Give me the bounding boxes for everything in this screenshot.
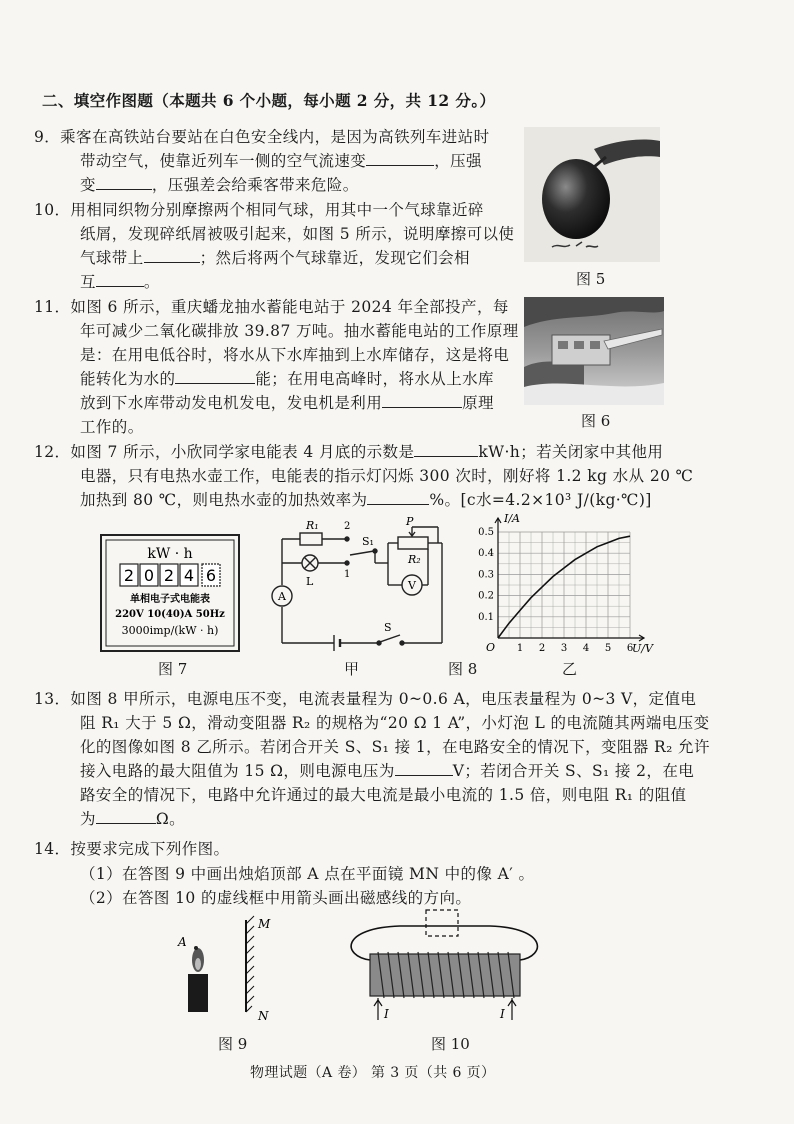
x-tick-label: 5: [604, 643, 612, 654]
meter-rating-label: 220V 10(40)A 50Hz: [115, 609, 225, 620]
switch-s: [380, 635, 400, 642]
point-a: [194, 946, 198, 950]
label-pos2: 2: [344, 521, 351, 532]
answer-blank[interactable]: [175, 369, 255, 384]
x-tick-label: 2: [538, 643, 546, 654]
q14-line2: （1）在答图 9 中画出烛焰顶部 A 点在平面镜 MN 中的像 A′ 。: [80, 865, 535, 883]
figure-8a-caption: 甲: [344, 660, 360, 678]
meter-digit: 4: [183, 566, 195, 585]
page-footer: 物理试题（A 卷） 第 3 页（共 6 页）: [250, 1065, 496, 1081]
q13-line5: 路安全的情况下，电路中允许通过的最大电流是最小电流的 1.5 倍，则电阻 R₁ 的阻值: [80, 786, 687, 804]
q13-line3: 化的图像如图 8 乙所示。若闭合开关 S、S₁ 接 1，在电路安全的情况下，变阻器 R₂ 允许: [80, 738, 710, 756]
q11-line4: 能转化为水的 能；在用电高峰时，将水从上水库: [80, 370, 494, 388]
figure-6-caption: 图 6: [581, 412, 611, 430]
y-tick-label: 0.3: [478, 569, 494, 581]
label-current-left: I: [384, 1007, 389, 1021]
label-pos1: 1: [344, 569, 351, 580]
meter-unit: kW · h: [147, 546, 193, 562]
resistor-r1: [300, 533, 322, 545]
figure-7-meter: [100, 534, 240, 652]
y-tick-label: 0.1: [478, 611, 494, 623]
figure-7-caption: 图 7: [158, 660, 188, 678]
label-r1: R₁: [306, 519, 319, 532]
q11-line1: 11．如图 6 所示，重庆蟠龙抽水蓄能电站于 2024 年全部投产，每: [34, 298, 509, 316]
q13-line6: 为 Ω。: [80, 810, 186, 828]
label-r2: R₂: [408, 553, 421, 566]
q9-line2: 带动空气，使靠近列车一侧的空气流速变 ，压强: [80, 152, 482, 170]
chart-ylabel: I/A: [504, 512, 520, 525]
q11-line3: 是：在用电低谷时，将水从下水库抽到上水库储存，这是将电: [80, 346, 510, 364]
label-a: A: [278, 590, 286, 603]
label-a-point: A: [178, 935, 187, 949]
figure-8b-caption: 乙: [562, 660, 578, 678]
q10-line1: 10．用相同织物分别摩擦两个相同气球，用其中一个气球靠近碎: [34, 201, 484, 219]
figure-9-mirror: [172, 912, 272, 1022]
label-s: S: [384, 621, 392, 634]
chart-xlabel: U/V: [632, 642, 653, 655]
q12-line1: 12．如图 7 所示，小欣同学家电能表 4 月底的示数是 kW·h；若关闭家中其他用: [34, 443, 664, 461]
q13-line4: 接入电路的最大阻值为 15 Ω，则电源电压为 V；若闭合开关 S、S₁ 接 2，在电: [80, 762, 695, 780]
figure-9-caption: 图 9: [218, 1035, 248, 1053]
q9-line1: 9．乘客在高铁站台要站在白色安全线内，是因为高铁列车进站时: [34, 128, 490, 146]
q9-line3: 变 ，压强差会给乘客带来危险。: [80, 176, 359, 194]
q10-line3: 气球带上 ；然后将两个气球靠近，发现它们会相: [80, 249, 470, 267]
resistor-r2: [398, 537, 428, 549]
q10-line4: 互 。: [80, 273, 160, 291]
chart-grid: [498, 532, 630, 638]
switch-s1: [350, 551, 374, 555]
label-l: L: [306, 575, 314, 588]
meter-digit: 2: [123, 566, 135, 585]
q14-line3: （2）在答图 10 的虚线框中用箭头画出磁感线的方向。: [80, 889, 472, 907]
answer-blank[interactable]: [366, 151, 434, 166]
answer-blank[interactable]: [96, 809, 156, 824]
meter-constant-label: 3000imp/(kW · h): [121, 624, 219, 637]
label-m: M: [258, 917, 271, 931]
q14-line1: 14．按要求完成下列作图。: [34, 840, 230, 858]
x-tick-label: 3: [560, 643, 568, 654]
meter-digit: 2: [163, 566, 175, 585]
answer-blank[interactable]: [395, 761, 453, 776]
answer-blank[interactable]: [96, 175, 152, 190]
answer-blank[interactable]: [367, 490, 429, 505]
q11-line2: 年可减少二氧化碳排放 39.87 万吨。抽水蓄能电站的工作原理: [80, 322, 519, 340]
meter-type-label: 单相电子式电能表: [130, 594, 210, 605]
label-p: P: [406, 515, 414, 528]
figure-10-solenoid: [340, 906, 550, 1026]
chart-ticks: [478, 527, 633, 654]
label-v: V: [408, 579, 416, 592]
x-tick-label: 6: [626, 643, 634, 654]
answer-dashed-box[interactable]: [426, 910, 458, 936]
figure-8b-chart: [468, 512, 664, 656]
chart-axes: [495, 518, 644, 641]
chart-origin-label: O: [486, 641, 496, 654]
section-heading: 二、填空作图题（本题共 6 个小题，每小题 2 分，共 12 分。）: [42, 91, 496, 110]
q11-line5: 放到下水库带动发电机发电，发电机是利用 原理: [80, 394, 494, 412]
answer-blank[interactable]: [144, 248, 200, 263]
figure-5-photo: [524, 127, 660, 262]
q11-line6: 工作的。: [80, 418, 144, 436]
figure-8-caption: 图 8: [448, 660, 478, 678]
balloon-shape: [542, 159, 610, 239]
figure-6-photo: [524, 297, 664, 405]
answer-blank[interactable]: [96, 272, 144, 287]
figure-10-caption: 图 10: [431, 1035, 470, 1053]
meter-digit: 0: [143, 566, 155, 585]
label-n: N: [258, 1009, 269, 1022]
figure-5-caption: 图 5: [576, 270, 606, 288]
answer-blank[interactable]: [414, 442, 478, 457]
q12-line2: 电器，只有电热水壶工作，电能表的指示灯闪烁 300 次时，刚好将 1.2 kg 水从 20 ℃: [80, 467, 694, 485]
q13-line1: 13．如图 8 甲所示，电源电压不变，电流表量程为 0~0.6 A，电压表量程为 0~3 V，定值电: [34, 690, 697, 708]
candle-body: [188, 974, 208, 1012]
q13-line2: 阻 R₁ 大于 5 Ω，滑动变阻器 R₂ 的规格为“20 Ω 1 A”，小灯泡 L 的电流随其两端电压变: [80, 714, 710, 732]
answer-blank[interactable]: [382, 393, 462, 408]
q12-line3: 加热到 80 ℃，则电热水壶的加热效率为 %。[c水=4.2×10³ J/(kg·℃)]: [80, 491, 652, 509]
y-tick-label: 0.4: [478, 548, 494, 560]
y-tick-label: 0.5: [478, 527, 494, 538]
y-tick-label: 0.2: [478, 590, 494, 602]
label-s1: S₁: [362, 535, 374, 548]
figure-8a-circuit: [262, 515, 462, 657]
q10-line2: 纸屑，发现碎纸屑被吸引起来，如图 5 所示，说明摩擦可以使: [80, 225, 515, 243]
x-tick-label: 4: [582, 643, 590, 654]
x-tick-label: 1: [516, 643, 524, 654]
meter-digit-decimal: 6: [205, 566, 217, 585]
label-current-right: I: [500, 1007, 505, 1021]
meter-digits: [120, 564, 220, 586]
